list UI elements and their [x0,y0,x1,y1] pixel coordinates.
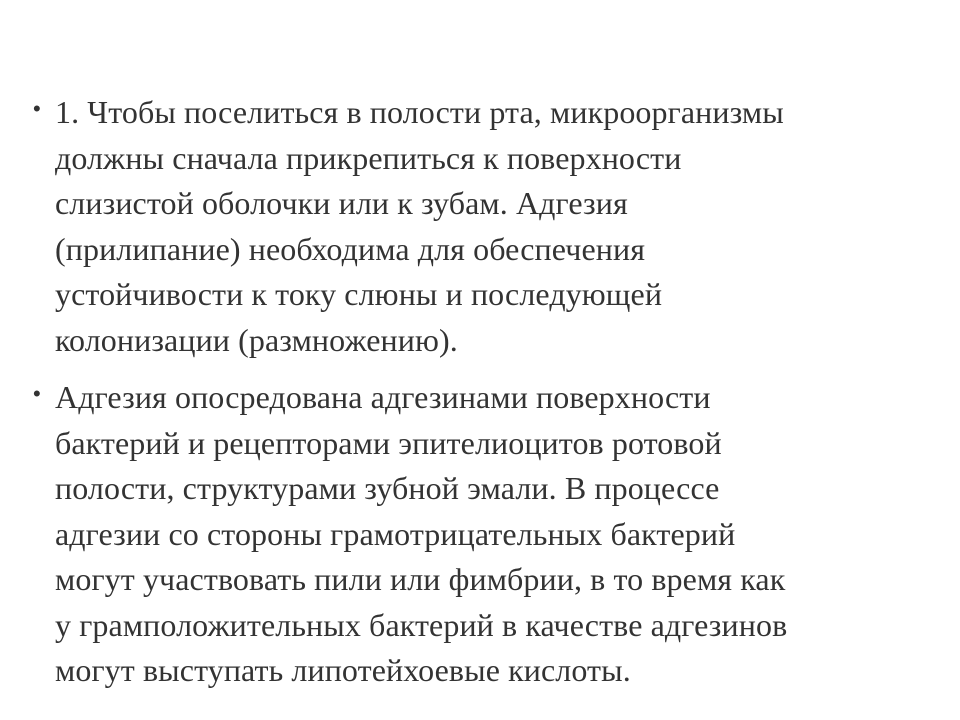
text-line: Адгезия опосредована адгезинами поверхности [55,379,711,415]
text-line: 1. Чтобы поселиться в полости рта, микроорганизмы [55,94,784,130]
bullet-dot-icon: • [33,381,41,406]
bullet-item-2 [33,375,933,694]
text-line: полости, структурами зубной эмали. В процессе [55,470,720,506]
text-line: слизистой оболочки или к зубам. Адгезия [55,185,628,221]
text-line: бактерий и рецепторами эпителиоцитов ротовой [55,424,722,461]
text-line: могут участвовать пили или фимбрии, в то время как [55,561,786,597]
bullet-list [33,90,933,706]
text-line: устойчивости к току слюны и последующей [55,276,663,312]
text-line: могут выступать липотейхоевые кислоты. [55,652,631,688]
bullet-item-1 [33,90,933,363]
bullet-dot-icon: • [33,96,41,121]
text-line: должны сначала прикрепиться к поверхности [55,139,682,176]
text-line: у грамположительных бактерий в качестве адгезинов [55,606,788,643]
text-line: (прилипание) необходима для обеспечения [55,230,646,267]
text-line: колонизации (размножению). [55,321,458,358]
text-line: адгезии со стороны грамотрицательных бактерий [55,515,736,552]
